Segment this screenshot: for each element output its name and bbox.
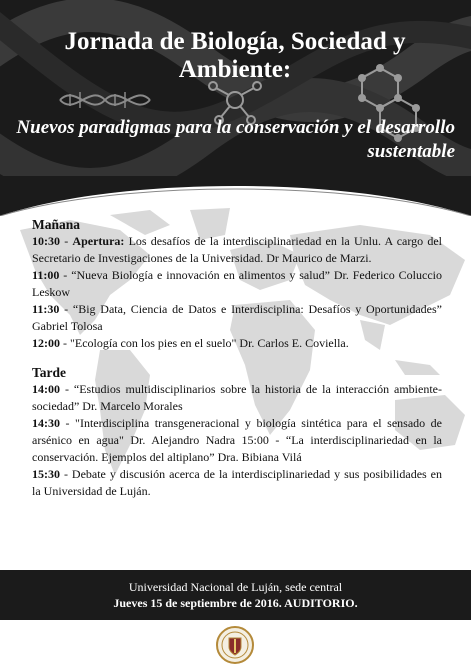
item-time: 15:30 bbox=[32, 467, 60, 481]
item-separator: - bbox=[60, 382, 74, 396]
item-text: Los desafíos de la interdisciplinariedad en la Unlu. A cargo del Secretario de Investigaciones de la Universidad. Dr Maurico de Marzi. bbox=[32, 234, 442, 265]
footer-banner bbox=[0, 570, 471, 620]
item-separator: - bbox=[60, 467, 72, 481]
afternoon-heading: Tarde bbox=[32, 365, 67, 380]
university-seal-icon bbox=[215, 625, 255, 665]
item-text: "Interdisciplina transgeneracional y biología sintética para el sensado de arsénico en agua" Dr. Alejandro Nadra 15:00 - “La interdisciplinariedad en la conservación. Ejemplos del altiplano” Dra. Bibiana Vilá bbox=[32, 416, 442, 464]
header-banner bbox=[0, 0, 471, 186]
item-lead: Apertura: bbox=[72, 234, 125, 248]
schedule-item bbox=[32, 466, 442, 500]
item-separator: - bbox=[59, 268, 72, 282]
schedule-item bbox=[32, 233, 442, 267]
schedule-item bbox=[32, 415, 442, 466]
item-separator: - bbox=[60, 234, 73, 248]
date-text: Jueves 15 de septiembre de 2016. AUDITORIO. bbox=[113, 596, 358, 610]
item-separator: - bbox=[60, 336, 70, 350]
item-text: "Ecología con los pies en el suelo" Dr. Carlos E. Coviella. bbox=[70, 336, 349, 350]
schedule-item bbox=[32, 267, 442, 301]
event-title: Jornada de Biología, Sociedad y Ambiente: bbox=[64, 28, 406, 83]
schedule-item bbox=[32, 381, 442, 415]
item-time: 10:30 bbox=[32, 234, 60, 248]
venue-text: Universidad Nacional de Luján, sede central bbox=[128, 580, 343, 594]
item-text: Debate y discusión acerca de la interdisciplinariedad y sus posibilidades en la Universidad de Luján. bbox=[32, 467, 442, 498]
program-schedule bbox=[32, 216, 442, 500]
item-separator: - bbox=[60, 416, 76, 430]
item-text: “Estudios multidisciplinarios sobre la historia de la interacción ambiente-sociedad” Dr. Marcelo Morales bbox=[32, 382, 442, 413]
item-time: 11:00 bbox=[32, 268, 60, 282]
morning-heading: Mañana bbox=[32, 217, 81, 232]
schedule-item bbox=[32, 335, 442, 352]
item-time: 12:00 bbox=[32, 336, 60, 350]
item-separator: - bbox=[59, 302, 73, 316]
item-text: “Big Data, Ciencia de Datos e Interdisciplina: Desafíos y Oportunidades” Gabriel Tolosa bbox=[32, 302, 442, 333]
item-text: “Nueva Biología e innovación en alimentos y salud” Dr. Federico Coluccio Leskow bbox=[32, 268, 442, 299]
item-time: 11:30 bbox=[32, 302, 60, 316]
item-time: 14:30 bbox=[32, 416, 60, 430]
schedule-item bbox=[32, 301, 442, 335]
event-subtitle: Nuevos paradigmas para la conservación y el desarrollo sustentable bbox=[16, 117, 455, 162]
item-time: 14:00 bbox=[32, 382, 60, 396]
